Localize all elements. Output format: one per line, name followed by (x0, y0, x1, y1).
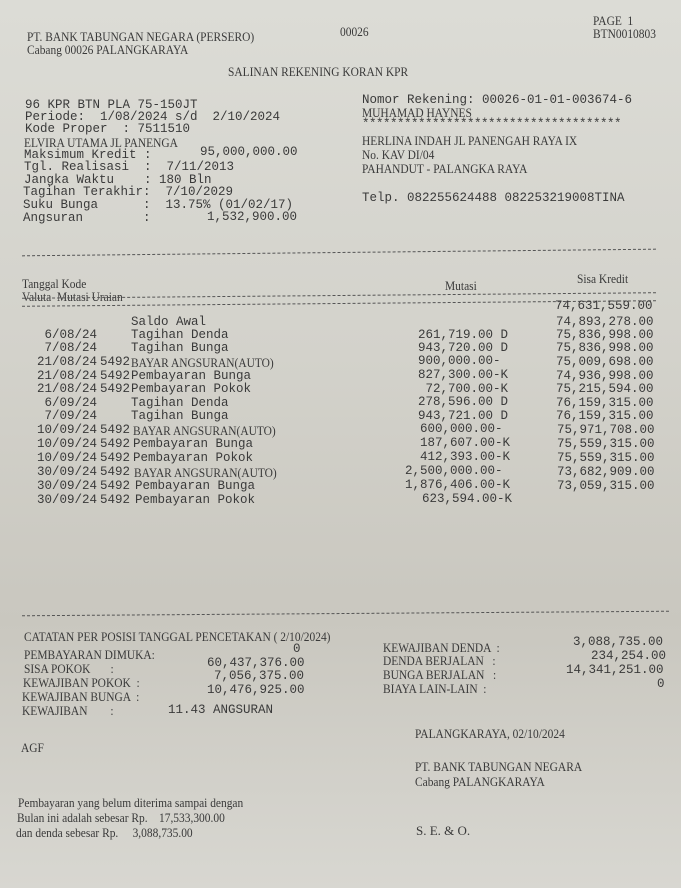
prepayment-value: 0 (293, 642, 301, 656)
customer-name: MUHAMAD HAYNES (362, 105, 472, 120)
row-code: 5492 (100, 355, 131, 369)
row-date: 6/09/24 (44, 396, 97, 410)
row-balance: 75,559,315.00 (557, 437, 655, 451)
remaining-principal-label: SISA POKOK : (24, 661, 114, 676)
principal-obligation-value: 7,056,375.00 (214, 669, 305, 683)
row-mutasi: 943,721.00 D (418, 409, 509, 423)
row-date: 7/09/24 (44, 409, 97, 423)
address-line-1: HERLINA INDAH JL PANENGAH RAYA IX (362, 133, 578, 148)
phone-numbers: Telp. 082255624488 082253219008TINA (362, 191, 625, 205)
row-date: 7/08/24 (44, 341, 97, 355)
row-description: Pembayaran Bunga (131, 369, 252, 383)
unpaid-note-line-3: dan denda sebesar Rp. 3,088,735.00 (16, 825, 193, 840)
other-fees-value: 0 (657, 677, 665, 691)
masked-divider: ************************************* (362, 117, 622, 131)
realization-date: Tgl. Realisasi : 7/11/2013 (24, 160, 235, 174)
row-balance: 73,682,909.00 (557, 465, 655, 479)
summary-title: CATATAN PER POSISI TANGGAL PENCETAKAN ( 2/10/2024) (24, 629, 331, 644)
unpaid-note-line-1: Pembayaran yang belum diterima sampai dengan (18, 795, 244, 810)
row-code: 5492 (100, 437, 131, 451)
row-code: 5492 (100, 465, 131, 479)
row-date: 30/09/24 (36, 465, 97, 479)
row-code: 5492 (100, 493, 131, 507)
other-fees-label: BIAYA LAIN-LAIN : (383, 681, 487, 696)
row-mutasi: 72,700.00-K (418, 382, 509, 396)
row-balance: 75,971,708.00 (557, 423, 655, 437)
row-balance: 76,159,315.00 (556, 409, 654, 423)
signer-bank: PT. BANK TABUNGAN NEGARA (415, 759, 583, 774)
interest-obligation-value: 10,476,925.00 (207, 683, 305, 697)
row-mutasi: 278,596.00 D (418, 395, 509, 409)
row-balance: 75,836,998.00 (556, 341, 654, 355)
obligation-value: 11.43 ANGSURAN (168, 703, 274, 717)
row-mutasi: 900,000.00- (418, 354, 501, 368)
row-date: 6/08/24 (44, 328, 97, 342)
penalty-obligation-value: 3,088,735.00 (573, 635, 664, 649)
row-description: Pembayaran Pokok (133, 451, 254, 465)
row-mutasi: 187,607.00-K (420, 436, 511, 450)
product-name: 96 KPR BTN PLA 75-150JT (25, 98, 198, 112)
running-interest-label: BUNGA BERJALAN : (383, 667, 497, 682)
row-description: Tagihan Denda (131, 328, 229, 342)
max-credit-value: 95,000,000.00 (200, 145, 298, 159)
principal-obligation-label: KEWAJIBAN POKOK : (23, 675, 140, 690)
row-mutasi: 827,300.00-K (418, 368, 509, 382)
row-date: 30/09/24 (36, 479, 97, 493)
running-interest-value: 14,341,251.00 (566, 663, 664, 677)
row-balance: 75,009,698.00 (556, 355, 654, 369)
row-code: 5492 (100, 451, 131, 465)
branch-name: Cabang 00026 PALANGKARAYA (27, 42, 189, 57)
row-balance: 76,159,315.00 (556, 396, 654, 410)
row-date: 10/09/24 (36, 451, 97, 465)
row-description: BAYAR ANGSURAN(AUTO) (133, 423, 276, 438)
row-mutasi: 943,720.00 D (418, 341, 509, 355)
row-balance: 74,936,998.00 (556, 369, 654, 383)
row-date: 10/09/24 (36, 437, 97, 451)
branch-code: 00026 (340, 24, 369, 39)
row-balance: 75,215,594.00 (556, 382, 654, 396)
place-and-date: PALANGKARAYA, 02/10/2024 (415, 726, 565, 741)
row-date: 21/08/24 (36, 369, 97, 383)
column-header-sisa-kredit: Sisa Kredit (577, 271, 629, 286)
unpaid-note-line-2: Bulan ini adalah sebesar Rp. 17,533,300.00 (17, 810, 225, 825)
period: Periode: 1/08/2024 s/d 2/10/2024 (25, 110, 281, 124)
address-line-2: No. KAV DI/04 (362, 147, 435, 162)
row-description: Tagihan Bunga (131, 341, 229, 355)
row-date: 21/08/24 (36, 382, 97, 396)
row-code: 5492 (100, 479, 131, 493)
interest-obligation-label: KEWAJIBAN BUNGA : (22, 689, 140, 704)
running-penalty-label: DENDA BERJALAN : (383, 653, 496, 668)
errors-omissions-mark: S. E. & O. (416, 823, 471, 838)
row-description: Pembayaran Pokok (131, 382, 252, 396)
row-description: Pembayaran Pokok (135, 493, 256, 507)
row-code: 5492 (100, 369, 131, 383)
remaining-principal-value: 60,437,376.00 (207, 656, 305, 670)
row-description: Pembayaran Bunga (133, 437, 254, 451)
installment-label: Angsuran : (23, 211, 151, 225)
row-mutasi: 2,500,000.00- (405, 464, 503, 478)
row-description: Tagihan Bunga (131, 409, 229, 423)
last-bill: Tagihan Terakhir: 7/10/2029 (23, 185, 234, 199)
document-code: BTN0010803 (593, 26, 656, 41)
bank-name: PT. BANK TABUNGAN NEGARA (PERSERO) (27, 29, 255, 44)
interest-rate: Suku Bunga : 13.75% (01/02/17) (23, 198, 294, 212)
row-description: BAYAR ANGSURAN(AUTO) (134, 465, 277, 480)
running-penalty-value: 234,254.00 (591, 649, 667, 663)
column-header-date-code: Tanggal Kode (22, 276, 87, 291)
row-mutasi: 600,000.00- (420, 422, 503, 436)
row-description: Tagihan Denda (131, 396, 229, 410)
row-date: 21/08/24 (36, 355, 97, 369)
prepayment-label: PEMBAYARAN DIMUKA: (24, 647, 155, 662)
row-date: 30/09/24 (36, 493, 97, 507)
installment-value: 1,532,900.00 (207, 210, 298, 224)
row-description: Pembayaran Bunga (135, 479, 256, 493)
column-header-valuta-uraian: Valuta Mutasi Uraian (22, 289, 123, 304)
column-header-mutasi: Mutasi (445, 278, 477, 293)
account-number: Nomor Rekening: 00026-01-01-003674-6 (362, 93, 633, 107)
operator-initials: AGF (21, 740, 44, 755)
row-code: 5492 (100, 423, 131, 437)
document-title: SALINAN REKENING KORAN KPR (228, 64, 409, 79)
obligation-label: KEWAJIBAN : (22, 703, 114, 718)
table-row (0, 494, 681, 509)
row-balance: 73,059,315.00 (557, 479, 655, 493)
penalty-obligation-label: KEWAJIBAN DENDA : (383, 640, 500, 655)
row-description: BAYAR ANGSURAN(AUTO) (131, 355, 274, 370)
project-name: ELVIRA UTAMA JL PANENGA (24, 135, 178, 150)
opening-balance: 74,631,559.00 (555, 299, 653, 313)
max-credit-label: Maksimum Kredit : (24, 148, 152, 162)
row-mutasi: 623,594.00-K (422, 492, 513, 506)
row-balance: 75,836,998.00 (556, 328, 654, 342)
kode-proper: Kode Proper : 7511510 (25, 122, 191, 136)
divider-line (22, 611, 669, 617)
row-balance: 74,893,278.00 (556, 315, 654, 329)
row-description: Saldo Awal (131, 315, 207, 329)
row-date: 10/09/24 (36, 423, 97, 437)
term: Jangka Waktu : 180 Bln (24, 173, 212, 187)
page-number: PAGE 1 (593, 13, 634, 28)
row-mutasi: 1,876,406.00-K (405, 478, 511, 492)
address-line-3: PAHANDUT - PALANGKA RAYA (362, 161, 528, 176)
row-mutasi: 412,393.00-K (420, 450, 511, 464)
signer-branch: Cabang PALANGKARAYA (415, 774, 545, 789)
row-code: 5492 (100, 382, 131, 396)
row-mutasi: 261,719.00 D (418, 328, 509, 342)
row-balance: 75,559,315.00 (557, 451, 655, 465)
